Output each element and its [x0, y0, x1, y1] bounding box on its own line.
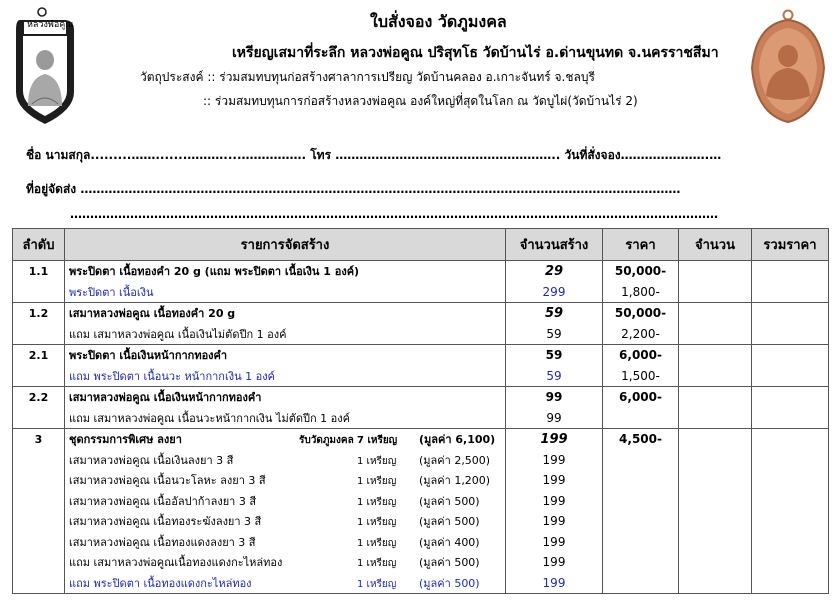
table-row	[13, 408, 829, 429]
row-coin-count: 1 เหรียญ	[357, 496, 397, 508]
row-price	[603, 573, 679, 594]
document-title: ใบสั่งจอง วัดภูมงคล	[370, 12, 507, 31]
table-row	[13, 511, 829, 532]
row-total-cell	[752, 491, 829, 512]
row-produced: 199	[506, 450, 603, 471]
row-code	[13, 511, 65, 532]
table-row	[13, 470, 829, 491]
row-produced: 199	[506, 532, 603, 553]
row-total-cell	[752, 450, 829, 471]
row-quantity-cell[interactable]	[679, 282, 752, 303]
row-code	[13, 470, 65, 491]
row-value: (มูลค่า 500)	[419, 515, 480, 529]
row-quantity-cell[interactable]	[679, 511, 752, 532]
row-price	[603, 408, 679, 429]
table-row	[13, 324, 829, 345]
row-quantity-cell[interactable]	[679, 470, 752, 491]
row-quantity-cell[interactable]	[679, 408, 752, 429]
row-item: แถม เสมาหลวงพ่อคูณ เนื้อเงินไม่ตัดปีก 1 องค์	[65, 324, 506, 345]
row-produced: 199	[506, 470, 603, 491]
row-price: 6,000-	[603, 345, 679, 366]
row-code	[13, 491, 65, 512]
row-item: แถม เสมาหลวงพ่อคูณเนื้อทองแดงกะไหล่ทอง	[69, 556, 283, 570]
row-coin-count: 1 เหรียญ	[357, 476, 397, 488]
row-quantity-cell[interactable]	[679, 366, 752, 387]
row-total-cell	[752, 532, 829, 553]
row-item: แถม พระปิดตา เนื้อนวะ หน้ากากเงิน 1 องค์	[65, 366, 506, 387]
row-quantity-cell[interactable]	[679, 387, 752, 408]
table-row	[13, 573, 829, 594]
row-produced: 29	[506, 261, 603, 282]
row-price: 1,800-	[603, 282, 679, 303]
row-price: 50,000-	[603, 303, 679, 324]
row-value: (มูลค่า 6,100)	[419, 433, 496, 447]
row-total-cell	[752, 429, 829, 450]
row-price	[603, 511, 679, 532]
table-row	[13, 429, 829, 450]
address-line: ที่อยู่จัดส่ง ……………………………………………………………………………………………………………………………………	[26, 182, 681, 196]
table-row	[13, 532, 829, 553]
row-item-cell	[65, 511, 506, 532]
table-row	[13, 366, 829, 387]
row-code	[13, 282, 65, 303]
row-produced: 199	[506, 429, 603, 450]
row-item: พระปิดตา เนื้อเงินหน้ากากทองคำ	[65, 345, 506, 366]
table-row	[13, 387, 829, 408]
row-produced: 199	[506, 511, 603, 532]
row-item: เสมาหลวงพ่อคูณ เนื้อเงินหน้ากากทองคำ	[65, 387, 506, 408]
row-total-cell	[752, 387, 829, 408]
row-price: 50,000-	[603, 261, 679, 282]
row-total-cell	[752, 470, 829, 491]
row-produced: 99	[506, 408, 603, 429]
row-item: เสมาหลวงพ่อคูณ เนื้อทองแดงลงยา 3 สี	[69, 535, 256, 549]
row-item: พระปิดตา เนื้อเงิน	[65, 282, 506, 303]
row-value: (มูลค่า 400)	[419, 535, 480, 549]
name-phone-date-line: ชื่อ นามสกุล.........…….......………....……………. โทร ……………………………………………….. วันที่สั่งจอง………………….…	[26, 148, 722, 162]
row-code: 1.1	[13, 261, 65, 282]
row-item-cell	[65, 450, 506, 471]
row-value: (มูลค่า 500)	[419, 556, 480, 570]
col-header-total: รวมราคา	[752, 229, 829, 261]
row-code	[13, 408, 65, 429]
table-row	[13, 450, 829, 471]
row-price: 1,500-	[603, 366, 679, 387]
order-table	[12, 228, 829, 594]
row-price	[603, 470, 679, 491]
row-item-cell	[65, 470, 506, 491]
row-item: พระปิดตา เนื้อทองคำ 20 g (แถม พระปิดตา เนื้อเงิน 1 องค์)	[65, 261, 506, 282]
purpose-text-1: :: ร่วมสมทบทุนก่อสร้างศาลาการเปรียญ วัดบ้านคลอง อ.เกาะจันทร์ จ.ชลบุรี	[207, 70, 595, 84]
row-total-cell	[752, 573, 829, 594]
col-header-quantity: จำนวน	[679, 229, 752, 261]
row-quantity-cell[interactable]	[679, 324, 752, 345]
col-header-price: ราคา	[603, 229, 679, 261]
row-code	[13, 450, 65, 471]
row-price: 2,200-	[603, 324, 679, 345]
row-total-cell	[752, 511, 829, 532]
row-value: (มูลค่า 500)	[419, 494, 480, 508]
row-quantity-cell[interactable]	[679, 429, 752, 450]
row-quantity-cell[interactable]	[679, 450, 752, 471]
purpose-line-2: :: ร่วมสมทบทุนการก่อสร้างหลวงพ่อคูณ องค์ใหญ่ที่สุดในโลก ณ วัดบูไผ่(วัดบ้านไร่ 2)	[203, 94, 638, 108]
col-header-produced: จำนวนสร้าง	[506, 229, 603, 261]
row-price: 6,000-	[603, 387, 679, 408]
row-code: 3	[13, 429, 65, 450]
col-header-item: รายการจัดสร้าง	[65, 229, 506, 261]
row-value: (มูลค่า 1,200)	[419, 474, 491, 488]
row-item: เสมาหลวงพ่อคูณ เนื้อทองคำ 20 g	[65, 303, 506, 324]
row-coin-count: 1 เหรียญ	[357, 558, 397, 570]
row-total-cell	[752, 552, 829, 573]
row-code	[13, 552, 65, 573]
row-total-cell	[752, 282, 829, 303]
row-item-cell	[65, 552, 506, 573]
table-row	[13, 261, 829, 282]
row-value: (มูลค่า 2,500)	[419, 453, 491, 467]
row-item: แถม เสมาหลวงพ่อคูณ เนื้อนวะหน้ากากเงิน ไม่ตัดปีก 1 องค์	[65, 408, 506, 429]
row-quantity-cell[interactable]	[679, 532, 752, 553]
row-produced: 59	[506, 324, 603, 345]
row-item: เสมาหลวงพ่อคูณ เนื้อนวะโลหะ ลงยา 3 สี	[69, 474, 266, 488]
row-item: แถม พระปิดตา เนื้อทองแดงกะไหล่ทอง	[69, 576, 252, 590]
row-quantity-cell[interactable]	[679, 552, 752, 573]
table-row	[13, 303, 829, 324]
row-item-cell	[65, 429, 506, 450]
row-coin-count: 7 เหรียญ	[357, 435, 398, 447]
row-item-note: รับวัดภูมงคล	[299, 435, 354, 447]
row-quantity-cell[interactable]	[679, 491, 752, 512]
document-subtitle: เหรียญเสมาที่ระลึก หลวงพ่อคูณ ปริสุทโธ วัดบ้านไร่ อ.ด่านขุนทด จ.นครราชสีมา	[232, 45, 719, 61]
row-item: ชุดกรรมการพิเศษ ลงยา	[69, 433, 182, 447]
row-price	[603, 532, 679, 553]
row-code	[13, 324, 65, 345]
row-item-cell	[65, 532, 506, 553]
purpose-label: วัตถุประสงค์	[140, 70, 204, 84]
row-total-cell	[752, 324, 829, 345]
row-quantity-cell[interactable]	[679, 261, 752, 282]
row-value: (มูลค่า 500)	[419, 576, 480, 590]
row-code: 1.2	[13, 303, 65, 324]
row-produced: 59	[506, 345, 603, 366]
emblem-label: หลวงพ่อคูณ	[27, 20, 74, 30]
row-item: เสมาหลวงพ่อคูณ เนื้อเงินลงยา 3 สี	[69, 453, 234, 467]
row-produced: 99	[506, 387, 603, 408]
row-total-cell	[752, 261, 829, 282]
table-row	[13, 491, 829, 512]
row-item: เสมาหลวงพ่อคูณ เนื้อทองระฆังลงยา 3 สี	[69, 515, 262, 529]
table-row	[13, 282, 829, 303]
row-item: เสมาหลวงพ่อคูณ เนื้ออัลปาก้าลงยา 3 สี	[69, 494, 257, 508]
table-row	[13, 552, 829, 573]
row-coin-count: 1 เหรียญ	[357, 578, 397, 590]
row-quantity-cell[interactable]	[679, 345, 752, 366]
row-produced: 299	[506, 282, 603, 303]
table-row	[13, 345, 829, 366]
copper-medal-icon	[746, 8, 830, 126]
row-total-cell	[752, 303, 829, 324]
address-line-2: ………………………………………………………………………………………………………………………………………………	[70, 207, 718, 221]
row-item-cell	[65, 491, 506, 512]
row-quantity-cell[interactable]	[679, 303, 752, 324]
row-total-cell	[752, 345, 829, 366]
row-price	[603, 491, 679, 512]
row-price	[603, 552, 679, 573]
row-total-cell	[752, 366, 829, 387]
row-code	[13, 573, 65, 594]
row-coin-count: 1 เหรียญ	[357, 455, 397, 467]
row-coin-count: 1 เหรียญ	[357, 537, 397, 549]
purpose-line-1	[140, 68, 595, 87]
row-coin-count: 1 เหรียญ	[357, 517, 397, 529]
row-produced: 199	[506, 552, 603, 573]
row-price	[603, 450, 679, 471]
row-produced: 199	[506, 491, 603, 512]
row-price: 4,500-	[603, 429, 679, 450]
row-code: 2.2	[13, 387, 65, 408]
row-total-cell	[752, 408, 829, 429]
col-header-code: ลำดับ	[13, 229, 65, 261]
row-quantity-cell[interactable]	[679, 573, 752, 594]
row-produced: 59	[506, 303, 603, 324]
row-code: 2.1	[13, 345, 65, 366]
row-code	[13, 366, 65, 387]
table-header-row	[13, 229, 829, 261]
row-produced: 59	[506, 366, 603, 387]
row-produced: 199	[506, 573, 603, 594]
row-item-cell	[65, 573, 506, 594]
row-code	[13, 532, 65, 553]
